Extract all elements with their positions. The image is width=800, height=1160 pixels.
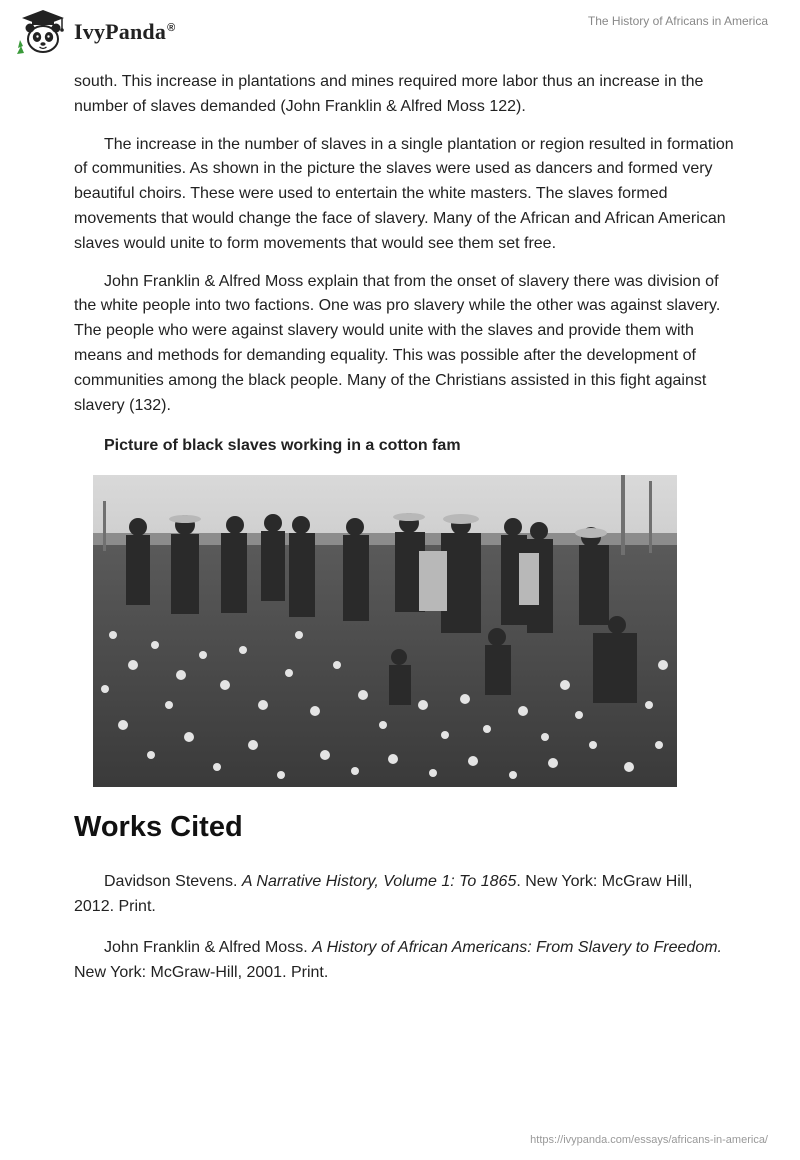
citation-1-title: A Narrative History, Volume 1: To 1865: [241, 873, 517, 891]
citation-2-title: A History of African Americans: From Slavery to Freedom.: [312, 938, 722, 956]
citation-1: Davidson Stevens. A Narrative History, Volume 1: To 1865. New York: McGraw Hill, 2012. Print.: [74, 873, 693, 915]
essay-content: [74, 70, 734, 1001]
paragraph-2: The increase in the number of slaves in a single plantation or region resulted in formation of communities. As shown in the picture the slaves were used as dancers and formed very beautiful choirs. These were used to entertain the white masters. The slaves formed movements that would change the face of slavery. Many of the African and African American slaves would unite to form movements that would see them set free.: [74, 135, 734, 252]
citation-2: John Franklin & Alfred Moss. A History of African Americans: From Slavery to Freedom. New York: McGraw-Hill, 2001. Print.: [74, 938, 722, 981]
figure-caption: Picture of black slaves working in a cotton fam: [104, 437, 461, 455]
cotton-field-photo: [93, 475, 677, 787]
site-logo[interactable]: [14, 8, 175, 56]
running-title: The History of Africans in America: [587, 14, 768, 28]
brand-name: IvyPanda®: [74, 19, 176, 44]
source-url[interactable]: https://ivypanda.com/essays/africans-in-america/: [530, 1134, 768, 1146]
paragraph-3: John Franklin & Alfred Moss explain that from the onset of slavery there was division of the white people into two factions. One was pro slavery while the other was against slavery. The people who were against slavery would unite with the slaves and provide them with means and methods for demanding equality. This was possible after the development of communities among the black people. Many of the Christians assisted in this fight against slavery (132).: [74, 272, 721, 414]
panda-graduation-cap-icon: [14, 8, 72, 56]
works-cited-heading: Works Cited: [74, 811, 243, 844]
paragraph-1: south. This increase in plantations and mines required more labor thus an increase in the number of slaves demanded (John Franklin & Alfred Moss 122).: [74, 73, 704, 115]
